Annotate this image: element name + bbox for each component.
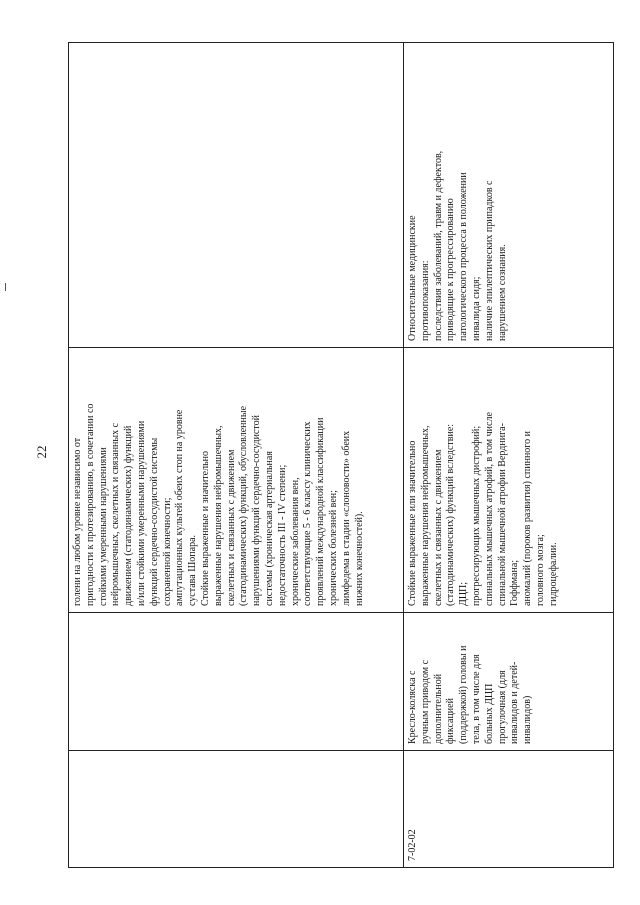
indications-line: хронических болезней вен; [327, 490, 339, 606]
cell-indications [404, 348, 614, 613]
product-code: 7-02-02 [407, 829, 418, 861]
indications-text [407, 354, 561, 606]
indications-line: Гоффмана; [509, 559, 521, 606]
indications-line: Стойкие выраженные или значительно [407, 440, 418, 606]
product-name-line: тела, в том числе для [470, 654, 482, 744]
indications-line: скелетных и связанных с движением [432, 449, 444, 606]
indications-line: аномалий (пороков развития) спинного и [522, 431, 534, 606]
indications-line: голени на любом уровне независимо от [72, 437, 83, 606]
product-name-text [407, 619, 535, 744]
contraindications-line: Относительные медицинские [407, 215, 418, 341]
indications-continued-text [72, 354, 366, 606]
indications-line: и/или стойкими умеренными нарушениями [135, 420, 147, 606]
indications-line: движением (статодинамических) функций [123, 425, 135, 606]
cell-code [404, 751, 614, 868]
indications-line: Стойкие выраженные и значительно [199, 450, 211, 606]
rotated-table-frame [68, 43, 613, 868]
indications-line: хронические заболевания вен, [289, 477, 301, 606]
indications-table [68, 42, 614, 868]
indications-line: спинальной мышечной атрофии Верднига- [496, 423, 508, 606]
indications-line: выраженные нарушения нейромышечных, [419, 425, 431, 606]
indications-line: соответствующие 5 - 6 классу клинических [302, 421, 314, 606]
indications-line: стойкими умеренными нарушениями [97, 447, 109, 606]
contraindications-line: патологического процесса в положении [458, 172, 470, 341]
indications-line: (статодинамических) функций, обусловленные [238, 405, 250, 606]
page-number: 22 [34, 445, 49, 459]
indications-line: пригодности к протезированию, в сочетании со [84, 403, 96, 606]
product-name-line: Кресло-коляска с [407, 670, 418, 744]
indications-line: выраженные нарушения нейромышечных, [212, 425, 224, 606]
indications-line: головного мозга; [534, 534, 546, 606]
indications-line: (статодинамических) функций вследствие: [445, 423, 457, 606]
indications-line: скелетных и связанных с движением [225, 449, 237, 606]
table-row-7-02-02 [404, 43, 614, 868]
indications-line: сустава Шопара. [187, 534, 199, 606]
indications-line: спинальных мышечных атрофий, в том числе [483, 412, 495, 606]
product-name-line: (поддержкой) головы и [458, 645, 470, 744]
indications-line: нарушениями функций сердечно-сосудистой [251, 415, 263, 606]
indications-line: проявлений международной классификации [315, 417, 327, 606]
indications-line: сохраненной конечности; [161, 497, 173, 606]
indications-line: лимфедема в стадии «слоновости» обеих [340, 430, 352, 606]
product-name-line: инвалидов и детей- [509, 661, 521, 744]
contraindications-line: нарушением сознания. [496, 244, 508, 341]
indications-line: ампутационных культей обеих стоп на уровне [174, 409, 186, 606]
contraindications-line: инвалида сидя; [470, 276, 482, 341]
indications-line: прогрессирующих мышечных дистрофий; [470, 425, 482, 606]
indications-line: функций сердечно-сосудистой системы [148, 437, 160, 606]
product-name-line: прогулочная (для [496, 670, 508, 744]
product-name-line: дополнительной [432, 673, 444, 744]
contraindications-line: приводящие к прогрессированию [445, 198, 457, 341]
indications-line: нижних конечностей). [353, 511, 365, 606]
contraindications-line: последствия заболеваний, травм и дефектов, [432, 150, 444, 341]
indications-line: ДЦП; [458, 581, 470, 606]
product-name-line: ручным приводом с [419, 659, 431, 744]
product-name-line: больных ДЦП [483, 683, 495, 744]
contraindications-text [407, 49, 509, 341]
cell-indications-continued [69, 348, 404, 613]
indications-line: системы (хроническая артериальная [263, 451, 275, 606]
cell-contraindications [404, 43, 614, 348]
table-row-continued [69, 43, 404, 868]
contraindications-line: противопоказания: [419, 260, 431, 341]
cell-contraindications-continued [69, 43, 404, 348]
cell-name [404, 613, 614, 751]
product-name-line: фиксацией [445, 698, 457, 744]
product-name-line: инвалидов) [522, 695, 534, 744]
scan-edge-mark [5, 283, 6, 291]
cell-code-continued [69, 751, 404, 868]
indications-line: гидроцефалии. [547, 542, 559, 606]
indications-line: нейромышечных, скелетных и связанных с [110, 422, 122, 606]
contraindications-line: наличие эпилептических припадков с [483, 180, 495, 341]
indications-line: недостаточность III - IV степени; [276, 464, 288, 606]
cell-name-continued [69, 613, 404, 751]
